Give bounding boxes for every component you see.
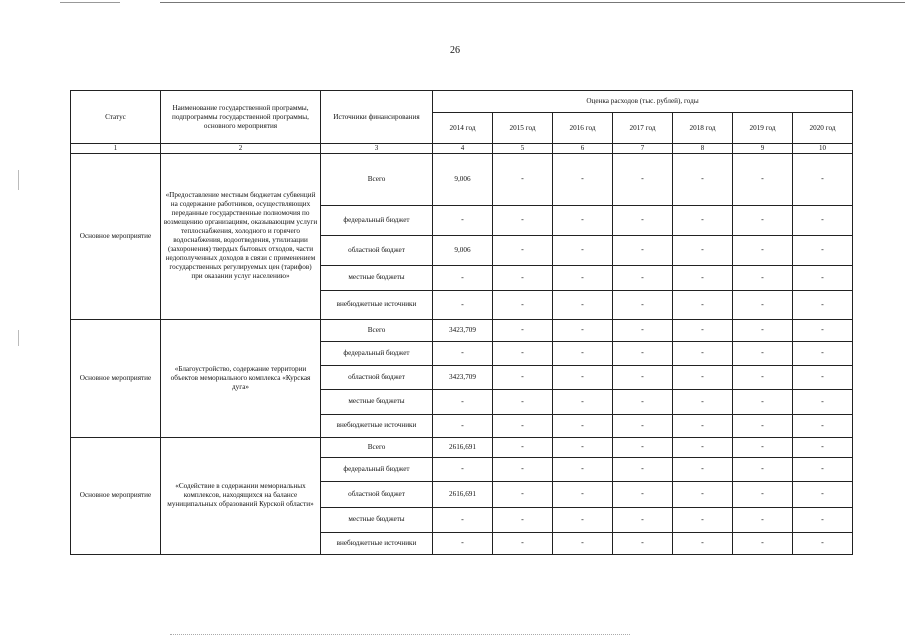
- value-cell: -: [793, 265, 853, 290]
- value-cell: -: [673, 235, 733, 265]
- header-year: 2019 год: [733, 113, 793, 144]
- value-cell: -: [493, 319, 553, 341]
- activity-name-cell: «Благоустройство, содержание территории объектов мемориального комплекса «Курская дуга»: [161, 319, 321, 437]
- scan-edge-line: [170, 634, 630, 635]
- value-cell: 3423,709: [433, 319, 493, 341]
- header-year: 2015 год: [493, 113, 553, 144]
- column-number: 8: [673, 144, 733, 154]
- funding-source-cell: областной бюджет: [321, 365, 433, 389]
- header-estimate: Оценка расходов (тыс. рублей), годы: [433, 91, 853, 113]
- activity-name-cell: «Содействие в содержании мемориальных комплексов, находящихся на балансе муниципальных образований Курской области»: [161, 437, 321, 554]
- funding-source-cell: местные бюджеты: [321, 389, 433, 414]
- column-number: 4: [433, 144, 493, 154]
- table-body: [71, 153, 853, 554]
- value-cell: -: [793, 235, 853, 265]
- status-cell: Основное мероприятие: [71, 319, 161, 437]
- value-cell: -: [553, 265, 613, 290]
- value-cell: -: [493, 365, 553, 389]
- value-cell: -: [553, 341, 613, 365]
- value-cell: -: [493, 235, 553, 265]
- value-cell: -: [733, 153, 793, 205]
- funding-source-cell: федеральный бюджет: [321, 341, 433, 365]
- header-year: 2016 год: [553, 113, 613, 144]
- funding-source-cell: внебюджетные источники: [321, 532, 433, 554]
- value-cell: -: [553, 507, 613, 532]
- header-sources: Источники финансирования: [321, 91, 433, 144]
- value-cell: -: [673, 319, 733, 341]
- table-row: [71, 153, 853, 205]
- value-cell: -: [493, 414, 553, 437]
- value-cell: -: [673, 265, 733, 290]
- value-cell: -: [673, 365, 733, 389]
- value-cell: -: [673, 205, 733, 235]
- value-cell: -: [793, 319, 853, 341]
- value-cell: -: [673, 153, 733, 205]
- value-cell: -: [493, 481, 553, 507]
- value-cell: -: [793, 365, 853, 389]
- value-cell: -: [433, 290, 493, 319]
- value-cell: -: [793, 437, 853, 457]
- value-cell: -: [493, 341, 553, 365]
- value-cell: -: [493, 437, 553, 457]
- value-cell: -: [613, 414, 673, 437]
- value-cell: -: [733, 365, 793, 389]
- value-cell: -: [613, 153, 673, 205]
- value-cell: -: [433, 341, 493, 365]
- value-cell: -: [793, 205, 853, 235]
- value-cell: -: [613, 205, 673, 235]
- value-cell: -: [673, 532, 733, 554]
- table-row: [71, 437, 853, 457]
- funding-source-cell: областной бюджет: [321, 481, 433, 507]
- value-cell: 3423,709: [433, 365, 493, 389]
- value-cell: -: [793, 481, 853, 507]
- value-cell: -: [733, 437, 793, 457]
- value-cell: -: [553, 389, 613, 414]
- header-status: Статус: [71, 91, 161, 144]
- value-cell: -: [793, 341, 853, 365]
- value-cell: -: [553, 532, 613, 554]
- column-number: 3: [321, 144, 433, 154]
- value-cell: -: [613, 481, 673, 507]
- value-cell: -: [493, 290, 553, 319]
- value-cell: -: [433, 532, 493, 554]
- value-cell: -: [733, 532, 793, 554]
- scan-margin-mark: [18, 170, 19, 190]
- value-cell: -: [673, 290, 733, 319]
- value-cell: -: [613, 341, 673, 365]
- column-number: 6: [553, 144, 613, 154]
- status-cell: Основное мероприятие: [71, 153, 161, 319]
- value-cell: -: [553, 457, 613, 481]
- value-cell: -: [433, 414, 493, 437]
- value-cell: -: [733, 457, 793, 481]
- value-cell: -: [433, 265, 493, 290]
- status-cell: Основное мероприятие: [71, 437, 161, 554]
- funding-source-cell: внебюджетные источники: [321, 414, 433, 437]
- value-cell: -: [613, 319, 673, 341]
- funding-source-cell: местные бюджеты: [321, 265, 433, 290]
- table-row: [71, 319, 853, 341]
- value-cell: -: [553, 437, 613, 457]
- value-cell: -: [493, 532, 553, 554]
- value-cell: -: [733, 290, 793, 319]
- value-cell: -: [493, 389, 553, 414]
- value-cell: -: [613, 389, 673, 414]
- value-cell: -: [553, 153, 613, 205]
- scan-edge-line: [60, 2, 120, 3]
- column-number: 9: [733, 144, 793, 154]
- funding-source-cell: Всего: [321, 319, 433, 341]
- scan-edge-line: [160, 2, 905, 3]
- value-cell: -: [613, 265, 673, 290]
- funding-source-cell: федеральный бюджет: [321, 205, 433, 235]
- column-number: 10: [793, 144, 853, 154]
- column-number: 5: [493, 144, 553, 154]
- funding-source-cell: федеральный бюджет: [321, 457, 433, 481]
- value-cell: -: [553, 205, 613, 235]
- value-cell: -: [793, 507, 853, 532]
- funding-source-cell: Всего: [321, 153, 433, 205]
- value-cell: -: [493, 205, 553, 235]
- activity-name-cell: «Предоставление местным бюджетам субвенций на содержание работников, осуществляющих переданные государственные полномочия по возмещению организациям, оказывающим услуги теплоснабжения, холодного и горячего водоснабжения, водоотведения, утилизации (захоронения) твердых бытовых отходов, части недополученных доходов в связи с применением государственных регулируемых цен (тарифов) при оказании услуг населению»: [161, 153, 321, 319]
- funding-source-cell: местные бюджеты: [321, 507, 433, 532]
- value-cell: -: [553, 319, 613, 341]
- funding-source-cell: внебюджетные источники: [321, 290, 433, 319]
- value-cell: -: [493, 457, 553, 481]
- value-cell: -: [493, 507, 553, 532]
- page-number: 26: [450, 45, 460, 56]
- value-cell: -: [673, 507, 733, 532]
- value-cell: -: [613, 290, 673, 319]
- value-cell: -: [733, 319, 793, 341]
- column-number: 2: [161, 144, 321, 154]
- column-number: 1: [71, 144, 161, 154]
- value-cell: -: [793, 153, 853, 205]
- value-cell: -: [433, 389, 493, 414]
- budget-table: [70, 90, 853, 555]
- value-cell: -: [673, 437, 733, 457]
- value-cell: 9,006: [433, 153, 493, 205]
- value-cell: -: [433, 507, 493, 532]
- value-cell: -: [553, 290, 613, 319]
- value-cell: -: [733, 341, 793, 365]
- value-cell: -: [733, 481, 793, 507]
- header-year: 2018 год: [673, 113, 733, 144]
- value-cell: -: [613, 365, 673, 389]
- value-cell: -: [733, 507, 793, 532]
- value-cell: 2616,691: [433, 437, 493, 457]
- value-cell: -: [493, 153, 553, 205]
- header-year: 2017 год: [613, 113, 673, 144]
- value-cell: -: [433, 457, 493, 481]
- value-cell: 9,006: [433, 235, 493, 265]
- value-cell: 2616,691: [433, 481, 493, 507]
- value-cell: -: [793, 290, 853, 319]
- value-cell: -: [613, 532, 673, 554]
- value-cell: -: [613, 507, 673, 532]
- header-name: Наименование государственной программы, подпрограммы государственной программы, основного мероприятия: [161, 91, 321, 144]
- column-number-row: [71, 144, 853, 154]
- value-cell: -: [673, 341, 733, 365]
- value-cell: -: [553, 235, 613, 265]
- value-cell: -: [793, 414, 853, 437]
- value-cell: -: [553, 481, 613, 507]
- header-year: 2020 год: [793, 113, 853, 144]
- value-cell: -: [433, 205, 493, 235]
- value-cell: -: [673, 389, 733, 414]
- value-cell: -: [793, 457, 853, 481]
- value-cell: -: [613, 457, 673, 481]
- funding-source-cell: Всего: [321, 437, 433, 457]
- value-cell: -: [733, 414, 793, 437]
- value-cell: -: [493, 265, 553, 290]
- value-cell: -: [613, 235, 673, 265]
- funding-source-cell: областной бюджет: [321, 235, 433, 265]
- value-cell: -: [733, 235, 793, 265]
- header-year: 2014 год: [433, 113, 493, 144]
- value-cell: -: [553, 414, 613, 437]
- value-cell: -: [733, 265, 793, 290]
- value-cell: -: [673, 481, 733, 507]
- value-cell: -: [613, 437, 673, 457]
- value-cell: -: [673, 457, 733, 481]
- value-cell: -: [553, 365, 613, 389]
- scan-margin-mark: [18, 330, 19, 346]
- value-cell: -: [793, 532, 853, 554]
- value-cell: -: [733, 205, 793, 235]
- column-number: 7: [613, 144, 673, 154]
- value-cell: -: [793, 389, 853, 414]
- value-cell: -: [733, 389, 793, 414]
- value-cell: -: [673, 414, 733, 437]
